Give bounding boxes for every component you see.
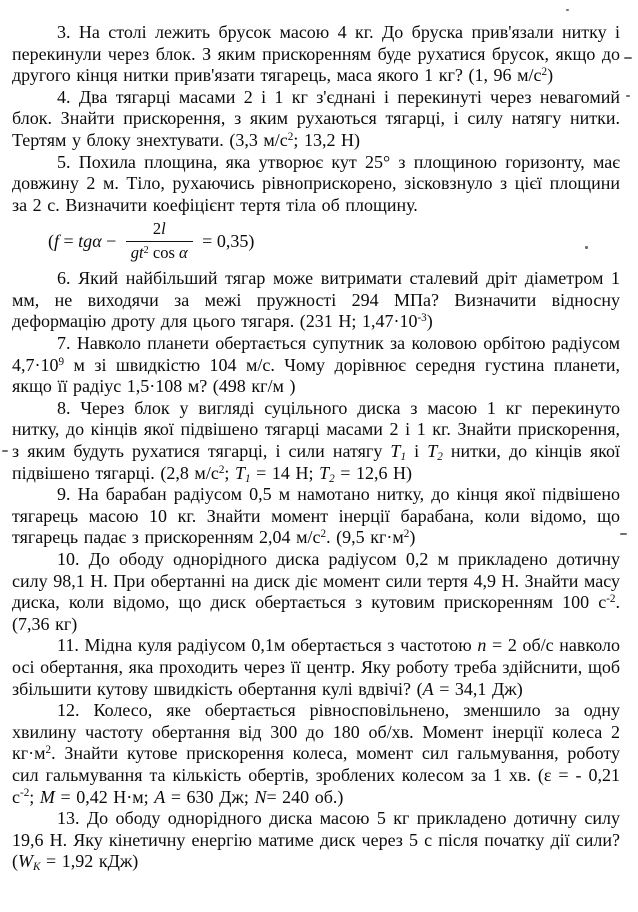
text-run: M <box>39 786 55 807</box>
scan-speckle <box>624 57 632 59</box>
text-run: α <box>92 231 102 252</box>
text-run: = 14 Н; <box>250 462 320 483</box>
text-run: gt <box>130 243 144 263</box>
problems-list <box>12 22 620 873</box>
text-run: -2 <box>20 787 30 800</box>
problem-8 <box>12 398 620 484</box>
text-run: 2 <box>437 451 443 464</box>
text-run: = 0,35) <box>197 231 255 252</box>
text-run: = 34,1 Дж) <box>433 678 523 699</box>
problem-3 <box>12 22 620 87</box>
text-run: ; <box>29 786 40 807</box>
text-run: = 2 об/с навколо осі обертання, яка проходить через її центр. Яку роботу треба здійснити, щоб збільшити кутову швидкість обертання кулі вдвічі? ( <box>12 635 620 699</box>
text-run: T <box>427 441 438 462</box>
scan-speckle <box>2 450 8 452</box>
text-run: N <box>254 786 267 807</box>
text-run: ; 13,2 Н) <box>293 129 361 150</box>
scan-speckle <box>620 533 627 535</box>
text-run: -2 <box>606 593 616 606</box>
fraction-denominator <box>126 241 193 263</box>
formula-suffix <box>198 231 255 252</box>
text-run: . (7,36 кг) <box>12 592 620 634</box>
text-run: 1 <box>245 472 251 485</box>
problem-12 <box>12 700 620 808</box>
problem-4 <box>12 87 620 152</box>
text-run: n <box>477 635 487 656</box>
text-run: = 1,92 кДж) <box>40 851 139 872</box>
text-run: = <box>59 231 79 252</box>
problem-13 <box>12 808 620 873</box>
text-run: cos <box>148 243 179 263</box>
text-run: м зі швидкістю 104 м/с. Чому дорівнює середня густина планети, якщо її радіус 1,5·108 м? (498 кг/м ) <box>12 354 620 397</box>
text-run: 4. Два тягарці масами 2 і 1 кг з'єднані і перекинуті через невагомий блок. Знайти прискорення, з яким рухаються тягарці, і силу натягу нитки. Тертям у блоку знехтувати. (3,3 м/с <box>12 86 620 150</box>
text-run: . Знайти кутове прискорення колеса, момент сил гальмування, роботу сил гальмування та кількість обертів, зроблених колесом за 1 хв. (ε = - 0,21 с <box>12 743 620 807</box>
text-run: ) <box>426 311 433 332</box>
text-run: K <box>33 861 41 874</box>
text-run: 2 <box>143 244 149 256</box>
text-run: 11. Мідна куля радіусом 0,1м обертається з частотою <box>57 635 478 656</box>
text-run: = 630 Дж; <box>165 786 255 807</box>
text-run: і <box>406 441 428 462</box>
text-run: 12. Колесо, яке обертається рівносповільнено, зменшило за одну хвилину частоту обертання від 300 до 180 об/хв. Момент інерції колеса 2 кг·м <box>12 700 620 764</box>
text-run: 2 <box>329 472 335 485</box>
text-run: 5. Похила площина, яка утворює кут 25° з площиною горизонту, має довжину 2 м. Тіло, рухаючись рівноприскорено, зісковзнуло з цієї площини за 2 с. Визначити коефіцієнт тертя тіла об площину. <box>12 151 620 215</box>
text-run: 9 <box>58 355 65 368</box>
text-run: l <box>161 219 166 239</box>
fraction-numerator <box>149 220 170 241</box>
text-run: 3. На столі лежить брусок масою 4 кг. До бруска прив'язали нитку і перекинули через блок. З яким прискоренням буде рухатися брусок, якщо до другого кінця нитки прив'язати тягарець, маса якого 1 кг? (1, 96 м/с <box>12 22 620 86</box>
text-run: − <box>101 231 121 252</box>
text-run: нитки, до кінців якої підвішено тягарці. (2,8 м/с <box>12 441 620 483</box>
text-run: ; <box>224 462 235 483</box>
text-run: 8. Через блок у вигляді суцільного диска з масою 1 кг перекинуто нитку, до кінців якої підвішено тягарці масами 2 і 1 кг. Знайти прискорення, з яким будуть рухатися тягарці, і сили натягу <box>12 397 620 462</box>
text-run: 9. На барабан радіусом 0,5 м намотано нитку, до кінця якої підвішено тягарець масою 10 кг. Знайти момент інерції барабана, коли відомо, що тягарець падає з прискоренням 2,04 м/с <box>12 484 620 548</box>
text-run: = 0,42 Н·м; <box>54 786 155 807</box>
text-run: ( <box>48 231 54 252</box>
formula-prefix <box>48 231 121 252</box>
problem-5 <box>12 152 620 217</box>
problem-11 <box>12 635 620 700</box>
text-run: 2 <box>403 528 410 541</box>
text-run: ) <box>409 527 416 548</box>
text-run: 2 <box>320 528 327 541</box>
text-run: W <box>18 851 33 872</box>
text-run: 2 <box>45 744 52 757</box>
text-run: . (9,5 кг·м <box>326 527 404 548</box>
problem-10 <box>12 549 620 635</box>
text-run: f <box>54 231 60 252</box>
text-run: 7. Навколо планети обертається супутник за коловою орбітою радіусом 4,7·10 <box>12 333 620 375</box>
text-run: = 240 об.) <box>266 786 344 807</box>
text-run: 2 <box>218 463 225 476</box>
problem-9 <box>12 484 620 549</box>
text-run: 10. До ободу однорідного диска радіусом 0,2 м прикладено дотичну силу 98,1 Н. При обертанні на диск діє момент сили тертя 4,9 Н. Знайти масу диска, коли відомо, що диск обертається з кутовим прискоренням 100 с <box>12 549 620 613</box>
text-run: tg <box>78 231 93 252</box>
text-run: T <box>234 462 245 483</box>
scan-speckle <box>566 9 569 11</box>
formula-problem-5-formula <box>48 220 620 263</box>
text-run: A <box>422 678 434 699</box>
text-run: T <box>390 441 401 462</box>
fraction <box>126 220 193 263</box>
scan-speckle <box>585 246 588 249</box>
scan-speckle <box>626 95 630 97</box>
problem-7 <box>12 333 620 398</box>
text-run: T <box>319 462 330 483</box>
text-run: α <box>179 243 188 263</box>
text-run: 2 <box>541 66 548 79</box>
text-run: 2 <box>152 219 162 239</box>
text-run: 13. До ободу однорідного диска масою 5 кг прикладено дотичну силу 19,6 Н. Яку кінетичну енергію матиме диск через 5 с після початку дії сили? ( <box>12 808 620 872</box>
text-run: 1 <box>400 451 407 464</box>
text-run: 2 <box>287 130 294 143</box>
text-run: ) <box>547 65 554 86</box>
problem-6 <box>12 268 620 333</box>
text-run: A <box>154 786 166 807</box>
text-run: = 12,6 Н) <box>334 462 413 483</box>
text-run: -3 <box>417 312 427 325</box>
text-run: 6. Який найбільший тягар може витримати сталевий дріт діаметром 1 мм, не виходячи за межі пружності 294 МПа? Визначити відносну деформацію дроту для цього тягаря. (231 Н; 1,47·10 <box>12 268 620 332</box>
